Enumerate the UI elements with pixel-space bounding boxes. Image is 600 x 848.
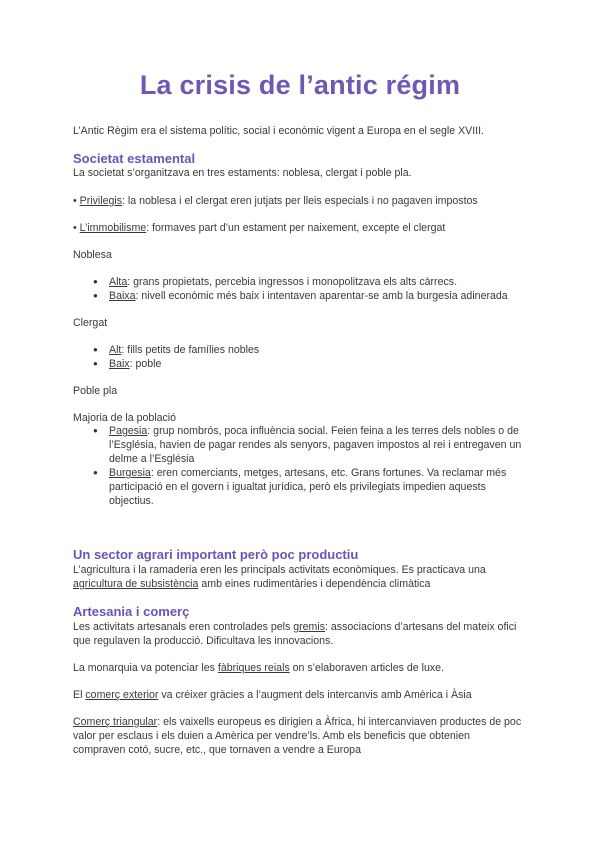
comerc-triangular-term: Comerç triangular xyxy=(73,716,158,728)
p3-text-a: El xyxy=(73,689,86,701)
p1-text-a: Les activitats artesanals eren controlades pels xyxy=(73,621,294,633)
fabriques-term: fàbriques reials xyxy=(217,662,290,674)
list-item xyxy=(93,289,508,303)
artesania-p1 xyxy=(73,620,518,648)
agrari-text: amb eines rudimentàries i dependència climàtica xyxy=(198,578,431,590)
page-title: La crisis de l’antic régim xyxy=(139,70,461,100)
heading-artesania: Artesania i comerç xyxy=(73,604,190,619)
bullet-marker: • xyxy=(73,195,80,207)
clergat-list xyxy=(93,343,259,371)
item-text: : grup nombrós, poca influència social. Feien feina a les terres dels nobles o de l’Església, havien de pagar rendes als senyors, pagaven impostos al rei i entregaven un delme a l’Església xyxy=(109,425,522,465)
list-item xyxy=(93,343,259,357)
p4-text: : els vaixells europeus es dirigien a Àfrica, hi intercanviaven productes de poc valor per esclaus i els duien a Amèrica per vendre’ls. Amb els beneficis que obtenien compraven cotó, sucre, etc., que tornaven a vendre a Europa xyxy=(73,716,522,756)
item-text: : poble xyxy=(129,358,162,370)
poble-list xyxy=(93,424,523,508)
privilegis-term: Privilegis xyxy=(79,195,123,207)
p1-text-b: : associacions d’artesans del mateix ofici que regulaven la producció. Dificultava les innovacions. xyxy=(73,621,517,647)
bullet-marker: • xyxy=(73,222,80,234)
agrari-line-2 xyxy=(73,577,430,591)
agrari-term: agricultura de subsistència xyxy=(73,578,199,590)
item-term: Baixa xyxy=(109,290,136,302)
poble-label: Poble pla xyxy=(73,385,118,397)
majoria-label: Majoria de la població xyxy=(73,412,177,424)
privilegis-line xyxy=(73,194,478,208)
list-item xyxy=(93,275,508,289)
item-term: Baix xyxy=(109,358,130,370)
artesania-p3 xyxy=(73,688,472,702)
item-text: : nivell econòmic més baix i intentaven aparentar-se amb la burgesia adinerada xyxy=(135,290,508,302)
list-item xyxy=(93,466,523,508)
item-term: Pagesia xyxy=(109,425,148,437)
list-item xyxy=(93,424,523,466)
heading-societat: Societat estamental xyxy=(73,151,196,166)
immobilisme-term: L’immobilisme xyxy=(79,222,147,234)
immobilisme-line xyxy=(73,221,445,235)
artesania-p2 xyxy=(73,661,444,675)
comerc-exterior-term: comerç exterior xyxy=(85,689,159,701)
artesania-p4 xyxy=(73,715,523,757)
immobilisme-text: : formaves part d’un estament per naixement, excepte el clergat xyxy=(146,222,446,234)
gremis-term: gremis xyxy=(293,621,326,633)
list-item xyxy=(93,357,259,371)
item-term: Alta xyxy=(109,276,128,288)
item-term: Alt xyxy=(109,344,122,356)
p3-text-b: va créixer gràcies a l’augment dels intercanvis amb Amèrica i Àsia xyxy=(158,689,472,701)
item-term: Burgesia xyxy=(109,467,151,479)
clergat-label: Clergat xyxy=(73,317,108,329)
p2-text-a: La monarquia va potenciar les xyxy=(73,662,218,674)
privilegis-text: : la noblesa i el clergat eren jutjats per lleis especials i no pagaven impostos xyxy=(122,195,478,207)
p2-text-b: on s’elaboraven articles de luxe. xyxy=(289,662,445,674)
noblesa-label: Noblesa xyxy=(73,249,112,261)
item-text: : fills petits de famílies nobles xyxy=(121,344,260,356)
heading-agrari: Un sector agrari important però poc productiu xyxy=(73,547,359,562)
agrari-line-1: L’agricultura i la ramaderia eren les principals activitats econòmiques. Es practicava una xyxy=(73,564,486,576)
societat-desc: La societat s’organitzava en tres estaments: noblesa, clergat i poble pla. xyxy=(73,167,412,179)
intro-paragraph: L’Antic Règim era el sistema polític, social i econòmic vigent a Europa en el segle XVIII. xyxy=(73,125,485,137)
item-text: : eren comerciants, metges, artesans, etc. Grans fortunes. Va reclamar més participació en el govern i igualtat jurídica, però els privilegiats impedien aquests objectius. xyxy=(109,467,507,507)
item-text: : grans propietats, percebia ingressos i monopolitzava els alts càrrecs. xyxy=(127,276,458,288)
noblesa-list xyxy=(93,275,508,303)
